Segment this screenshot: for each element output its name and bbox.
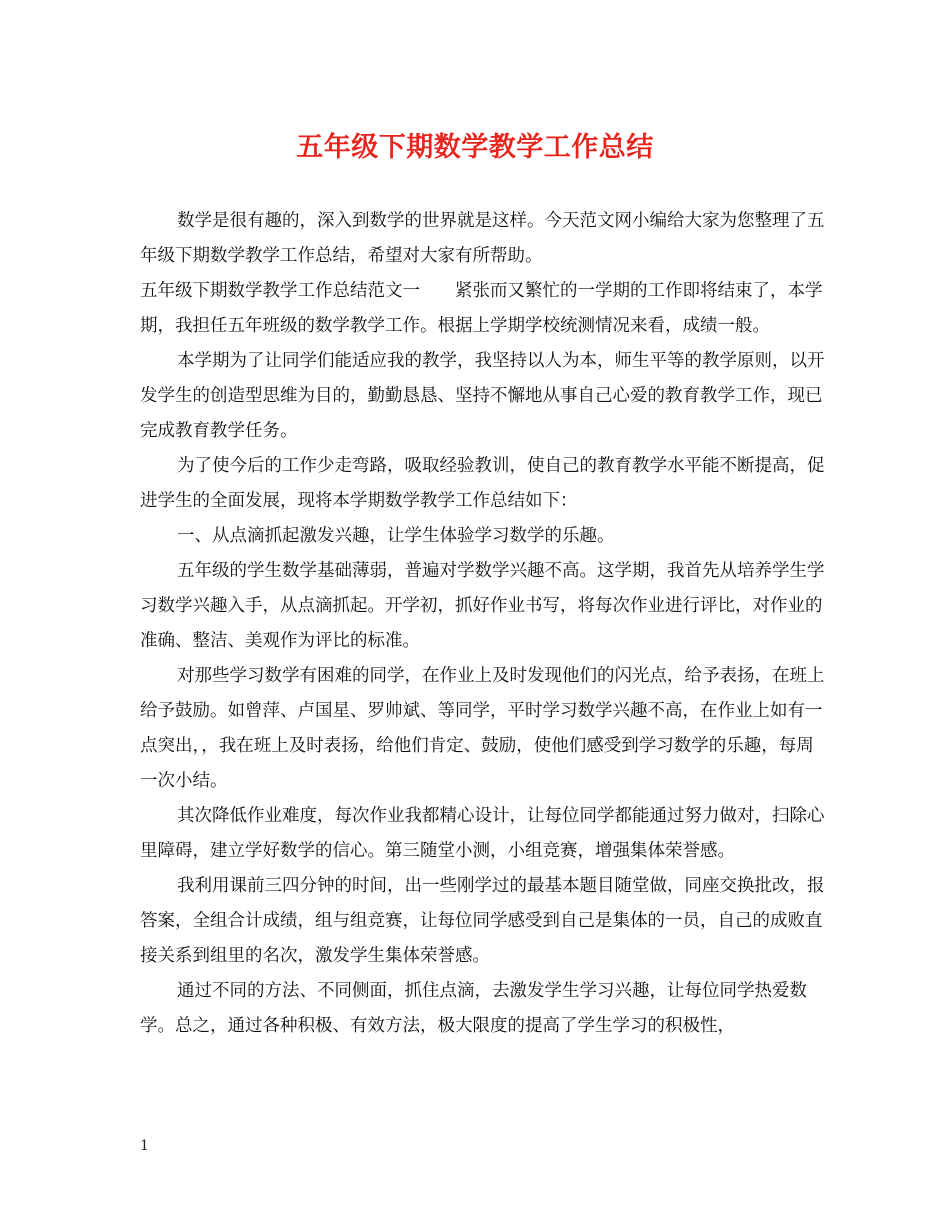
paragraph-sample-one: 五年级下期数学教学工作总结范文一 紧张而又繁忙的一学期的工作即将结束了，本学期，我担任五年班级的数学教学工作。根据上学期学校统测情况来看，成绩一般。 bbox=[140, 281, 823, 336]
paragraph-summary-purpose: 为了使今后的工作少走弯路，吸取经验教训，使自己的教育教学水平能不断提高，促进学生的全面发展，现将本学期数学教学工作总结如下： bbox=[140, 456, 825, 511]
section-heading-one: 一、从点滴抓起激发兴趣，让学生体验学习数学的乐趣。 bbox=[177, 526, 615, 546]
paragraph-class-quiz: 我利用课前三四分钟的时间，出一些刚学过的最基本题目随堂做，同座交换批改，报答案，全组合计成绩，组与组竞赛，让每位同学感受到自己是集体的一员，自己的成败直接关系到组里的名次，激发学生集体荣誉感。 bbox=[140, 876, 825, 966]
document-body bbox=[140, 204, 830, 1044]
document-title: 五年级下期数学教学工作总结 bbox=[296, 132, 654, 163]
page-number: 1 bbox=[140, 1138, 149, 1154]
paragraph-student-foundation: 五年级的学生数学基础薄弱，普遍对学数学兴趣不高。这学期，我首先从培养学生学习数学兴趣入手，从点滴抓起。开学初，抓好作业书写，将每次作业进行评比，对作业的准确、整洁、美观作为评比的标准。 bbox=[140, 561, 825, 651]
paragraph-encouragement: 对那些学习数学有困难的同学，在作业上及时发现他们的闪光点，给予表扬，在班上给予鼓励。如曾萍、卢国星、罗帅斌、等同学，平时学习数学兴趣不高，在作业上如有一点突出，，我在班上及时表扬，给他们肯定、鼓励，使他们感受到学习数学的乐趣，每周一次小结。 bbox=[140, 666, 825, 791]
paragraph-intro: 数学是很有趣的，深入到数学的世界就是这样。今天范文网小编给大家为您整理了五年级下期数学教学工作总结，希望对大家有所帮助。 bbox=[140, 211, 825, 266]
paragraph-teaching-principle: 本学期为了让同学们能适应我的教学，我坚持以人为本，师生平等的教学原则，以开发学生的创造型思维为目的，勤勤恳恳、坚持不懈地从事自己心爱的教育教学工作，现已完成教育教学任务。 bbox=[140, 351, 825, 441]
paragraph-interest-methods: 通过不同的方法、不同侧面，抓住点滴，去激发学生学习兴趣，让每位同学热爱数学。总之，通过各种积极、有效方法，极大限度的提高了学生学习的积极性， bbox=[140, 981, 807, 1036]
paragraph-homework-difficulty: 其次降低作业难度，每次作业我都精心设计，让每位同学都能通过努力做对，扫除心里障碍，建立学好数学的信心。第三随堂小测，小组竞赛，增强集体荣誉感。 bbox=[140, 806, 825, 861]
